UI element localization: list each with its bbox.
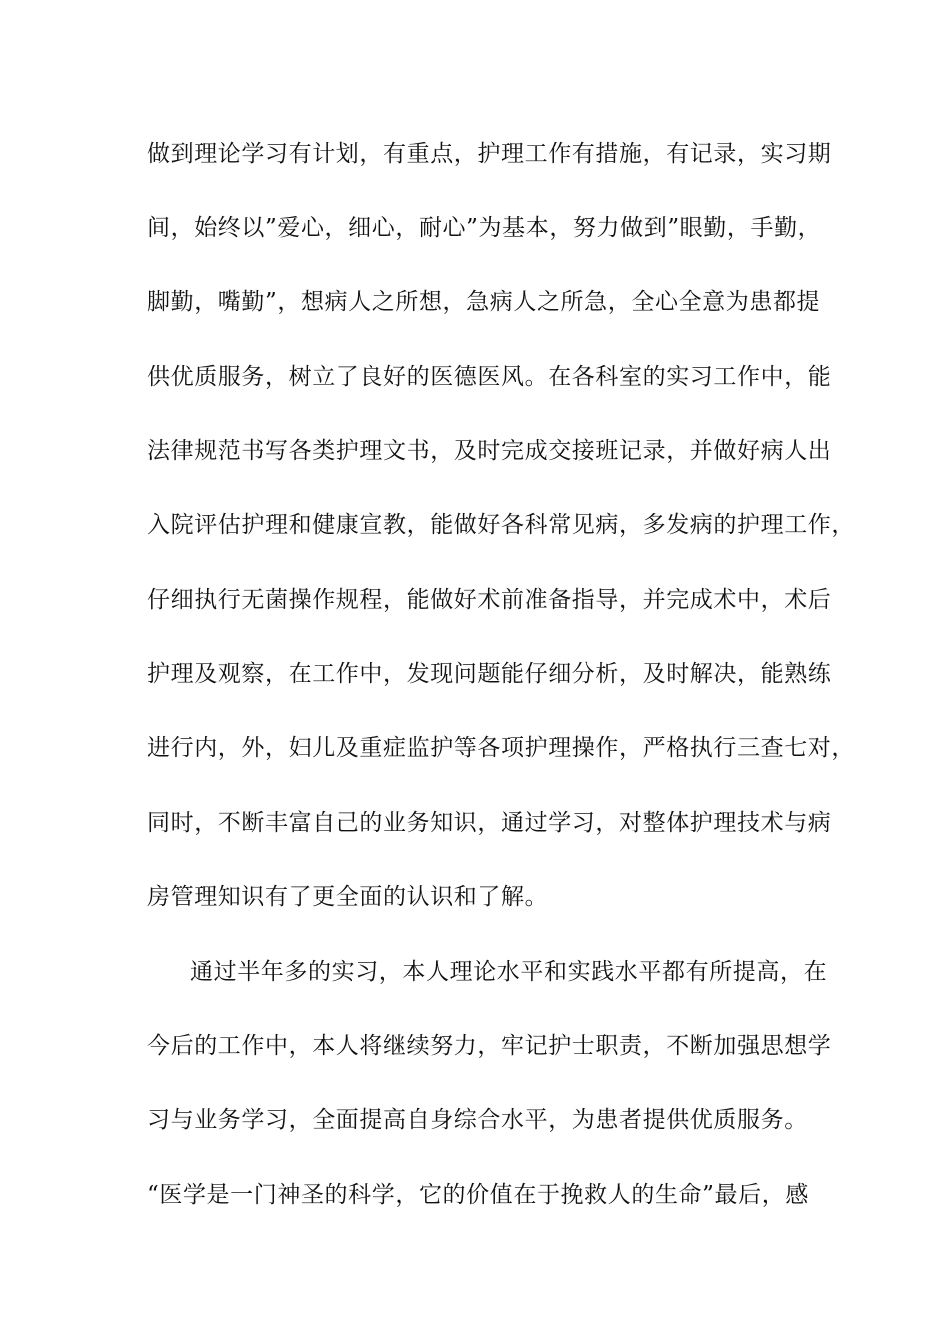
paragraph-line: “医学是一门神圣的科学，它的价值在于挽救人的生命”最后，感	[147, 1182, 809, 1208]
paragraph-line: 进行内，外，妇儿及重症监护等各项护理操作，严格执行三查七对，	[147, 735, 855, 761]
paragraph-line: 间，始终以”爱心，细心，耐心”为基本，努力做到”眼勤，手勤，	[147, 215, 822, 241]
paragraph-line: 今后的工作中，本人将继续努力，牢记护士职责，不断加强思想学	[147, 1033, 832, 1059]
paragraph-line: 做到理论学习有计划，有重点，护理工作有措施，有记录，实习期	[147, 141, 832, 167]
paragraph-line: 仔细执行无菌操作规程，能做好术前准备指导，并完成术中，术后	[147, 587, 832, 613]
paragraph-line: 供优质服务，树立了良好的医德医风。在各科室的实习工作中，能	[147, 364, 832, 390]
paragraph-line: 护理及观察，在工作中，发现问题能仔细分析，及时解决，能熟练	[147, 661, 832, 687]
paragraph-line: 通过半年多的实习，本人理论水平和实践水平都有所提高，在	[190, 959, 828, 985]
paragraph-line: 房管理知识有了更全面的认识和了解。	[147, 884, 549, 910]
paragraph-line: 法律规范书写各类护理文书，及时完成交接班记录，并做好病人出	[147, 438, 832, 464]
paragraph-line: 同时，不断丰富自己的业务知识，通过学习，对整体护理技术与病	[147, 810, 832, 836]
paragraph-line: 脚勤，嘴勤”，想病人之所想，急病人之所急，全心全意为患都提	[147, 289, 821, 315]
paragraph-line: 习与业务学习，全面提高自身综合水平，为患者提供优质服务。	[147, 1107, 808, 1133]
paragraph-line: 入院评估护理和健康宣教，能做好各科常见病，多发病的护理工作，	[147, 512, 855, 538]
